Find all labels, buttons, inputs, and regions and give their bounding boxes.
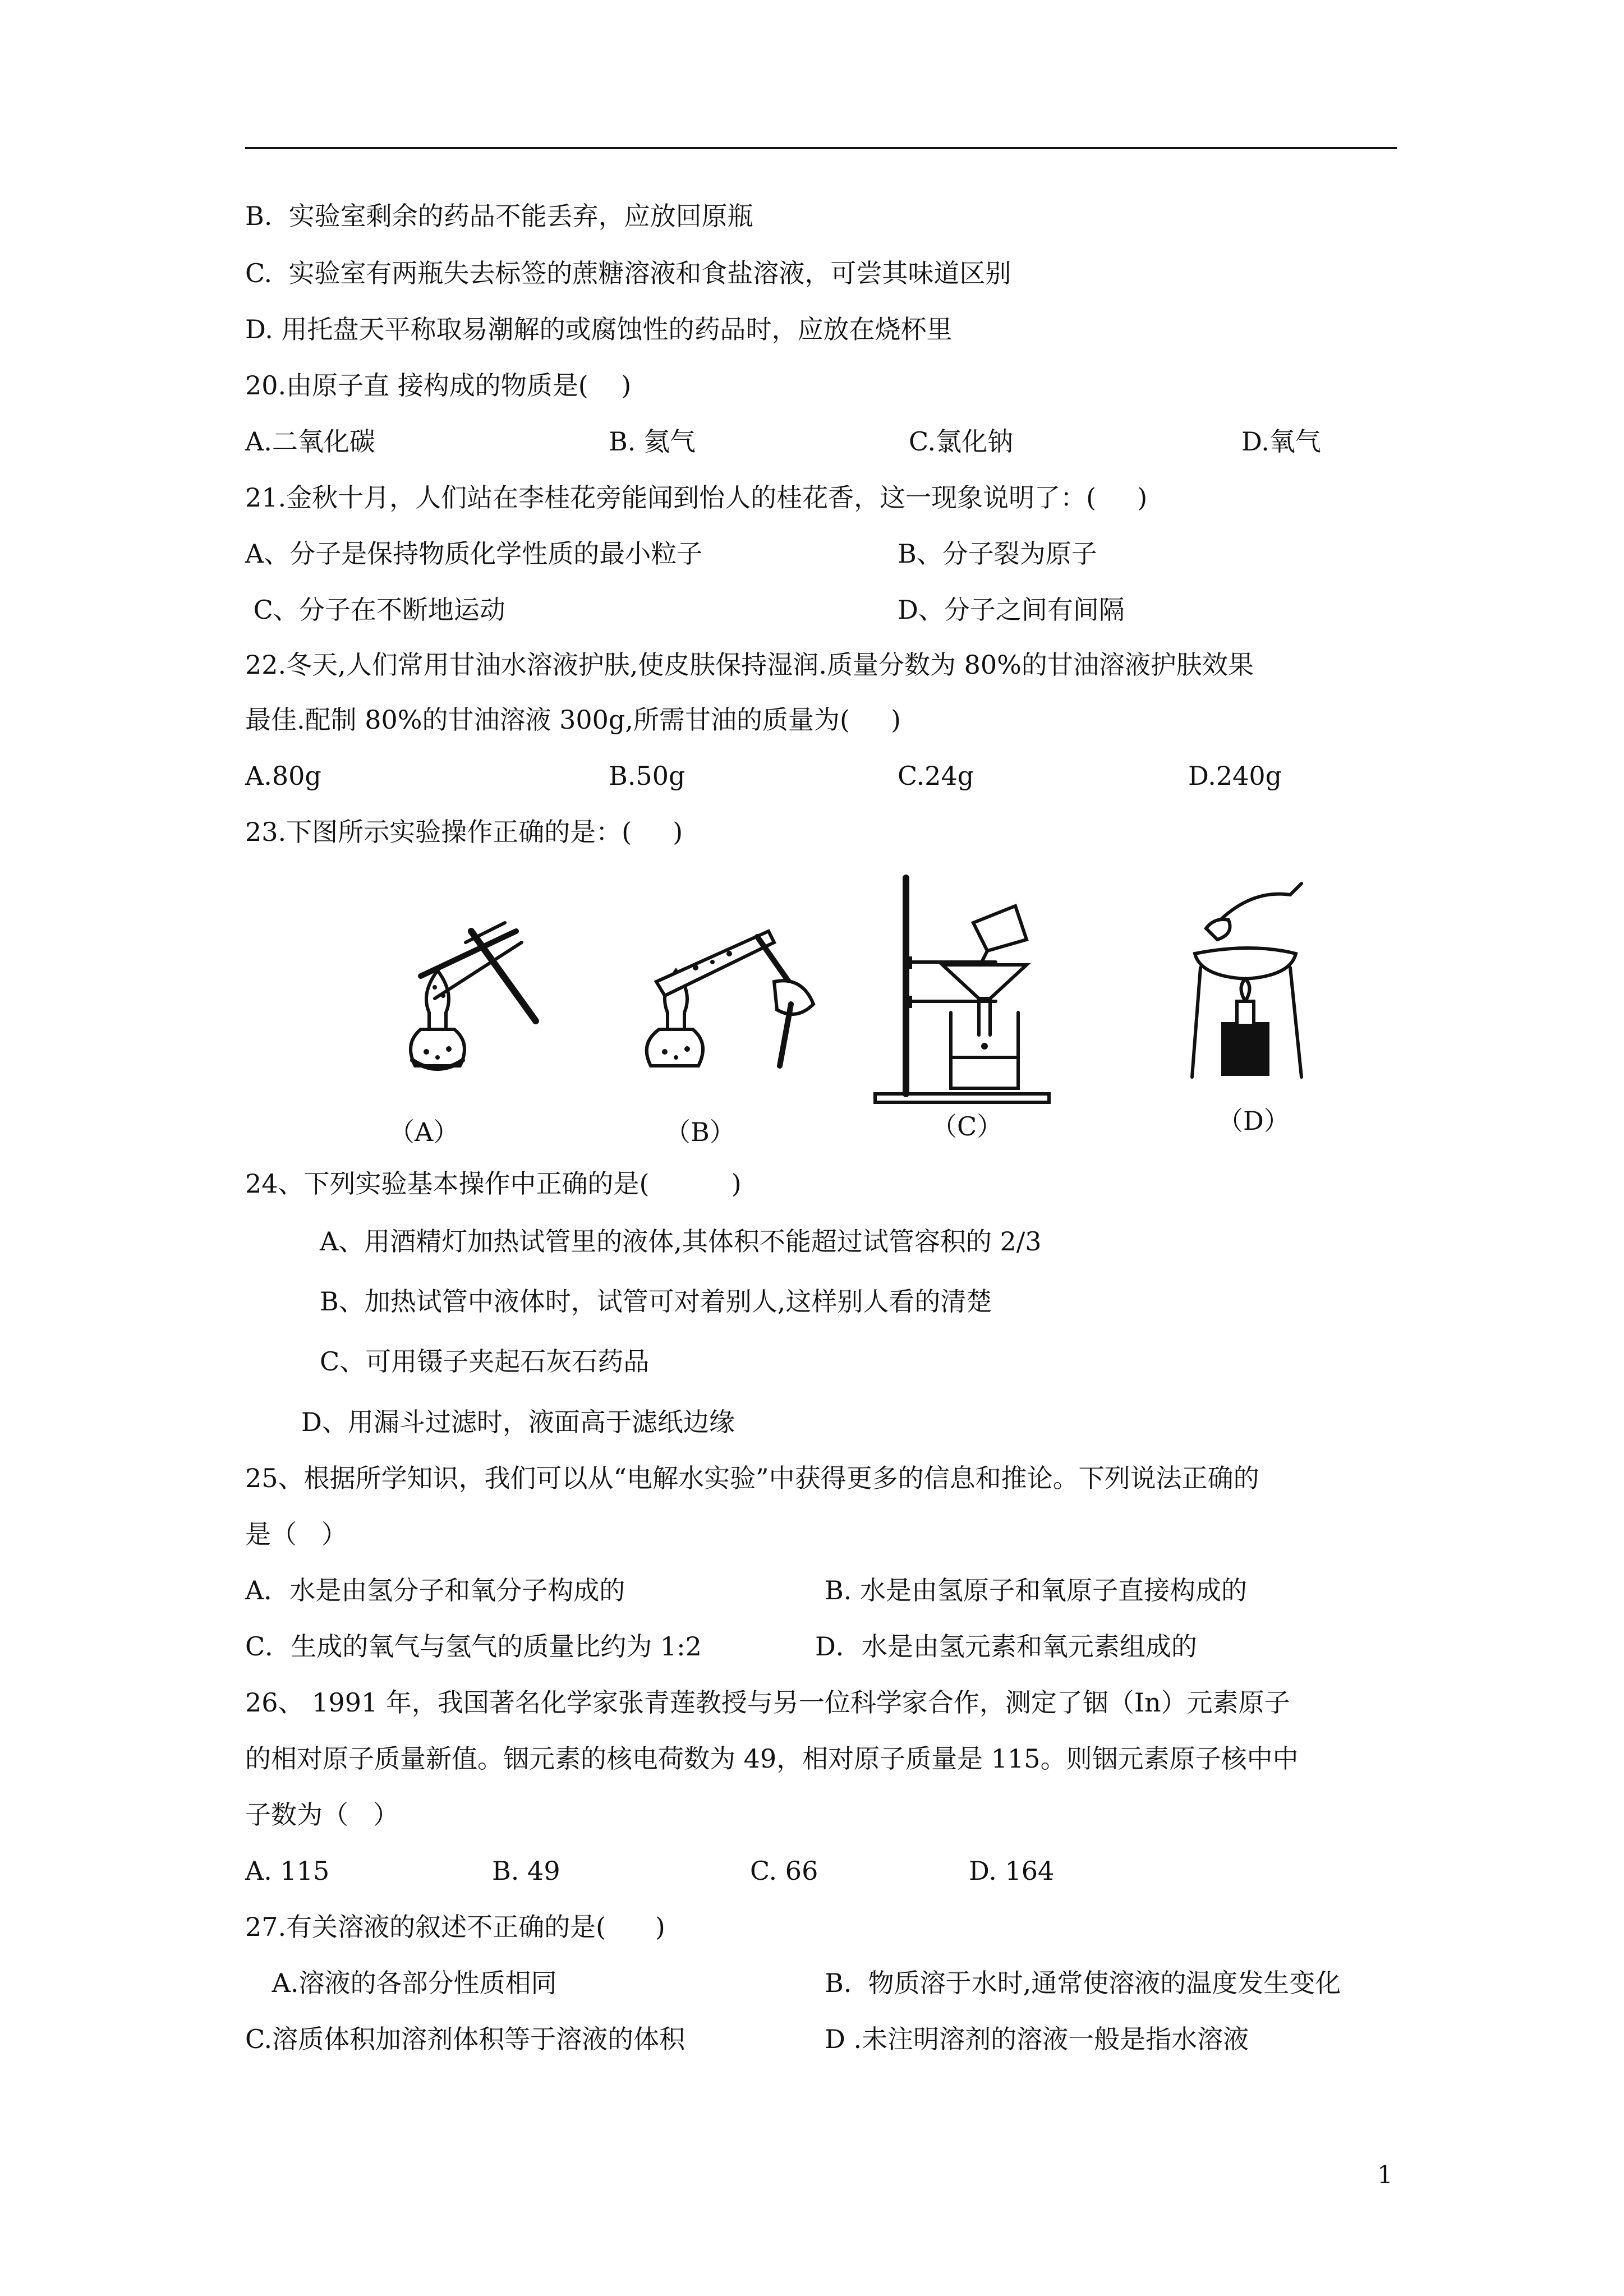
- figure-b-heating-by-hand: [634, 898, 819, 1099]
- q27-option-a: A.溶液的各部分性质相同: [264, 1968, 557, 1998]
- q21-option-a: A、分子是保持物质化学性质的最小粒子: [245, 539, 703, 569]
- figure-b-label: （B）: [665, 1117, 735, 1147]
- q22-stem-line2: 最佳.配制 80%的甘油溶液 300g,所需甘油的质量为( ): [245, 705, 901, 735]
- q20-stem: 20.由原子直 接构成的物质是( ): [245, 370, 632, 401]
- q27-stem: 27.有关溶液的叙述不正确的是( ): [245, 1912, 665, 1942]
- q27-option-b: B. 物质溶于水时,通常使溶液的温度发生变化: [825, 1968, 1341, 1998]
- q25-option-d: D．水是由氢元素和氧元素组成的: [815, 1631, 1197, 1662]
- q22-option-c: C.24g: [898, 761, 974, 791]
- q21-option-b: B、分子裂为原子: [898, 539, 1097, 569]
- figure-c-label: （C）: [931, 1111, 1003, 1142]
- q19-option-c: C. 实验室有两瓶失去标签的蔗糖溶液和食盐溶液，可尝其味道区别: [245, 258, 1011, 288]
- q27-option-d: D .未注明溶剂的溶液一般是指水溶液: [825, 2024, 1249, 2054]
- q27-option-c: C.溶质体积加溶剂体积等于溶液的体积: [245, 2024, 686, 2054]
- q20-option-c: C.氯化钠: [909, 426, 1014, 457]
- q20-option-a: A.二氧化碳: [245, 426, 375, 457]
- q26-option-d: D. 164: [969, 1856, 1055, 1886]
- q26-option-b: B. 49: [492, 1856, 560, 1886]
- q23-stem: 23.下图所示实验操作正确的是：( ): [245, 817, 683, 847]
- figure-a-heating-tube: [381, 898, 550, 1099]
- q21-stem: 21.金秋十月，人们站在李桂花旁能闻到怡人的桂花香，这一现象说明了：( ): [245, 482, 1148, 513]
- figure-a-label: （A）: [389, 1117, 459, 1147]
- q20-option-b: B. 氦气: [609, 426, 696, 457]
- q24-option-d: D、用漏斗过滤时，液面高于滤纸边缘: [301, 1407, 735, 1437]
- q24-option-b: B、加热试管中液体时，试管可对着别人,这样别人看的清楚: [320, 1286, 992, 1317]
- q19-option-d: D. 用托盘天平称取易潮解的或腐蚀性的药品时，应放在烧杯里: [245, 314, 953, 344]
- q25-stem-line2: 是（ ）: [245, 1519, 347, 1549]
- q26-stem-line2: 的相对原子质量新值。铟元素的核电荷数为 49，相对原子质量是 115。则铟元素原子核中中: [245, 1743, 1299, 1774]
- q26-stem-line1: 26、 1991 年，我国著名化学家张青莲教授与另一位科学家合作，测定了铟（In）元素原子: [245, 1687, 1290, 1718]
- header-rule: [245, 147, 1397, 149]
- q25-stem-line1: 25、根据所学知识，我们可以从“电解水实验”中获得更多的信息和推论。下列说法正确的: [245, 1463, 1259, 1493]
- q20-option-d: D.氧气: [1241, 426, 1321, 457]
- q21-option-c: C、分子在不断地运动: [245, 595, 505, 625]
- q22-option-b: B.50g: [609, 761, 686, 791]
- q24-stem: 24、下列实验基本操作中正确的是( ): [245, 1168, 742, 1199]
- q26-option-a: A. 115: [245, 1856, 330, 1886]
- page-number: 1: [1377, 2161, 1393, 2189]
- q25-option-b: B. 水是由氢原子和氧原子直接构成的: [825, 1575, 1248, 1605]
- figure-c-filtration: [869, 872, 1055, 1102]
- figure-d-evaporation: [1184, 872, 1329, 1091]
- q25-option-c: C．生成的氧气与氢气的质量比约为 1:2: [245, 1631, 702, 1662]
- q19-option-b: B. 实验室剩余的药品不能丢弃，应放回原瓶: [245, 201, 753, 231]
- q22-option-d: D.240g: [1188, 761, 1282, 791]
- q22-stem-line1: 22.冬天,人们常用甘油水溶液护肤,使皮肤保持湿润.质量分数为 80%的甘油溶液护肤效果: [245, 650, 1254, 680]
- q21-option-d: D、分子之间有间隔: [898, 595, 1125, 625]
- q22-option-a: A.80g: [245, 761, 321, 791]
- q24-option-c: C、可用镊子夹起石灰石药品: [320, 1346, 650, 1377]
- q26-option-c: C. 66: [750, 1856, 818, 1886]
- q25-option-a: A．水是由氢分子和氧分子构成的: [245, 1575, 625, 1605]
- q24-option-a: A、用酒精灯加热试管里的液体,其体积不能超过试管容积的 2/3: [320, 1226, 1042, 1257]
- figure-d-label: （D）: [1217, 1106, 1290, 1136]
- q26-stem-line3: 子数为（ ）: [245, 1800, 399, 1830]
